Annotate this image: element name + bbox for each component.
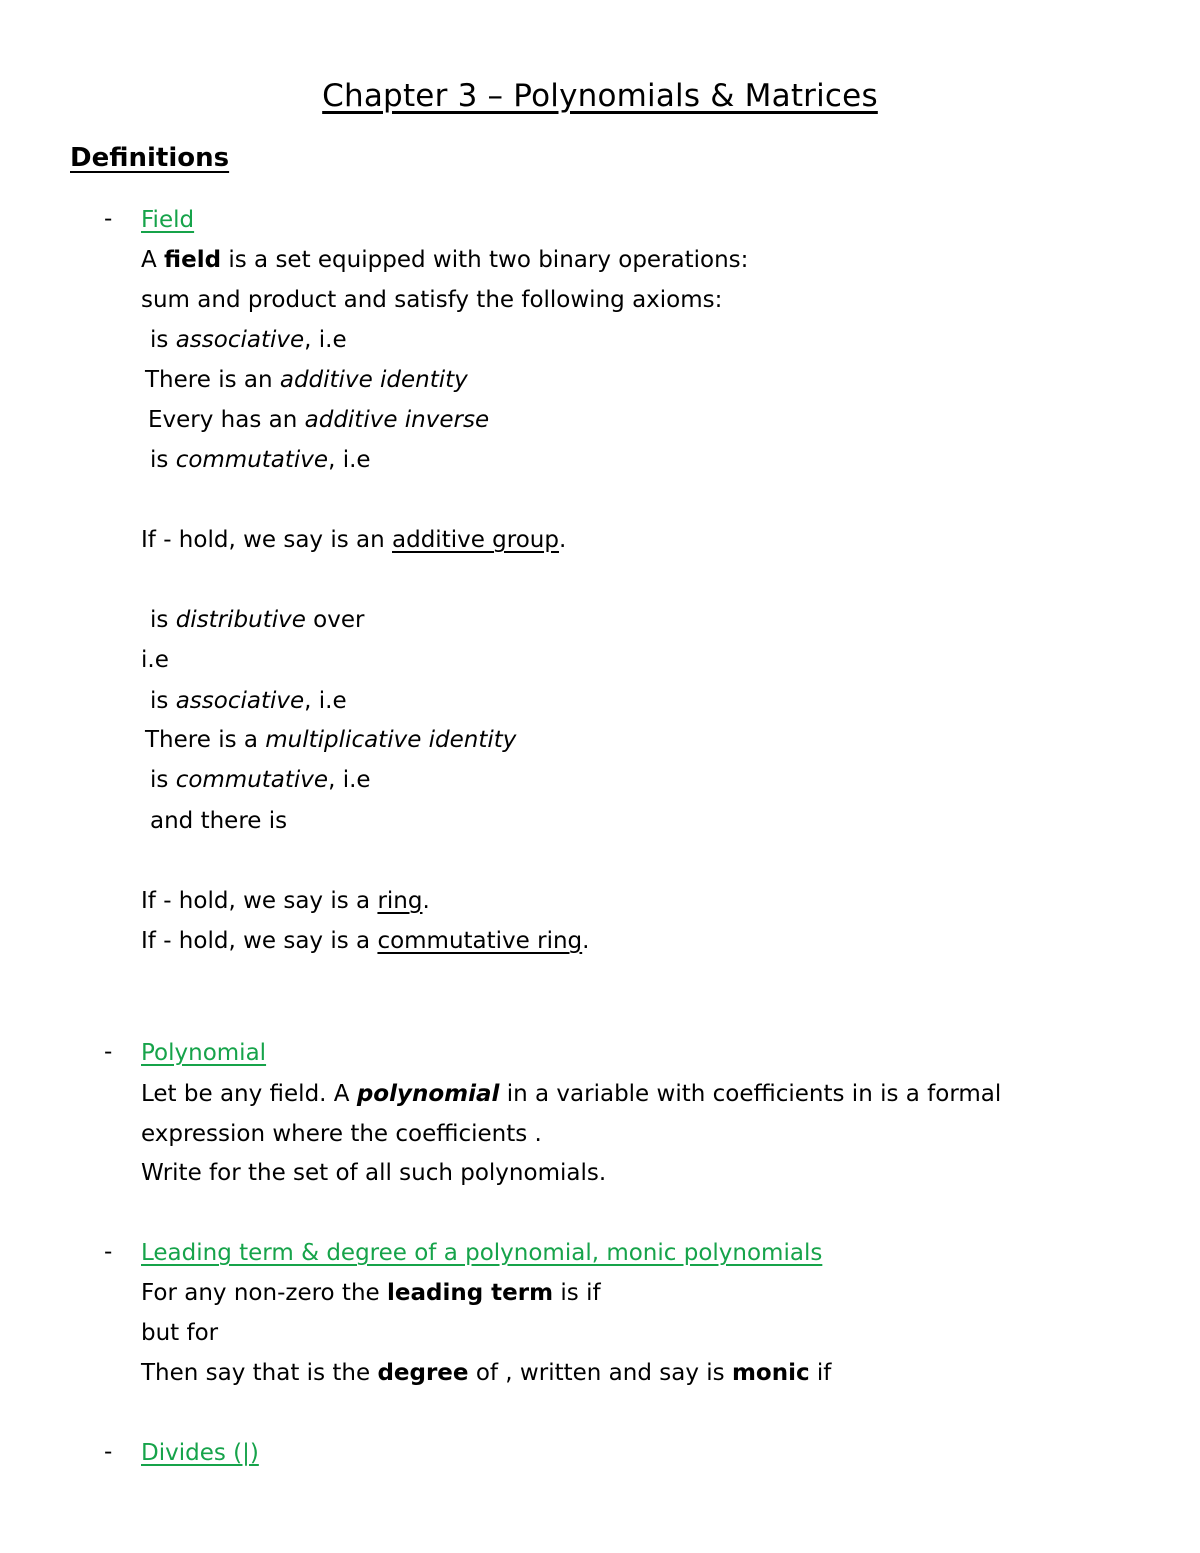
field-axiom-4: [150, 445, 371, 475]
polynomial-line-1: [141, 1079, 1001, 1109]
section-heading-definitions: Definitions: [70, 143, 230, 173]
term: multiplicative identity: [265, 727, 517, 753]
term: associative: [175, 327, 305, 353]
text: .: [558, 527, 567, 553]
leading-line-3: [141, 1358, 831, 1388]
field-axiom-6: [150, 686, 347, 716]
text: .: [422, 888, 430, 914]
term-degree: degree: [377, 1360, 469, 1386]
leading-line-1: [141, 1278, 601, 1308]
text: is a set equipped with two binary operations:: [221, 247, 749, 273]
term-field: field: [164, 247, 222, 273]
term-additive-group: additive group: [392, 527, 559, 553]
term: additive identity: [279, 367, 468, 393]
text: Every has an: [148, 407, 305, 433]
text: A: [141, 247, 165, 273]
field-axiom-2: [145, 365, 468, 395]
text: .: [582, 928, 590, 954]
text: is: [150, 688, 176, 714]
field-ie-line: i.e: [141, 647, 169, 673]
field-axiom-1: [150, 325, 347, 355]
text: For any non-zero the: [141, 1280, 387, 1306]
text: , i.e: [328, 767, 371, 793]
field-commutative-ring-line: [141, 926, 589, 956]
field-line-2: sum and product and satisfy the following axioms:: [141, 287, 723, 313]
text: Then say that is the: [141, 1360, 378, 1386]
field-axiom-8: [150, 765, 371, 795]
term: commutative: [175, 447, 329, 473]
definition-heading-leading-term: Leading term & degree of a polynomial, monic polynomials: [141, 1240, 823, 1266]
field-ring-line: [141, 886, 430, 916]
text: of , written and say is: [468, 1360, 732, 1386]
text: is if: [553, 1280, 601, 1306]
page-title: Chapter 3 – Polynomials & Matrices: [322, 78, 878, 114]
term-commutative-ring: commutative ring: [377, 928, 583, 954]
term-monic: monic: [731, 1360, 810, 1386]
text: in a variable with coefficients in is a formal: [499, 1081, 1002, 1107]
text: There is an: [145, 367, 280, 393]
bullet-dash: -: [104, 1039, 113, 1065]
term: commutative: [175, 767, 329, 793]
term: additive inverse: [304, 407, 490, 433]
definition-heading-divides: Divides (|): [141, 1440, 259, 1466]
polynomial-line-3: Write for the set of all such polynomials.: [141, 1160, 607, 1186]
text: If - hold, we say is a: [141, 888, 378, 914]
polynomial-line-2: expression where the coefficients .: [141, 1121, 542, 1147]
field-axiom-3: [148, 405, 489, 435]
field-axiom-7: [145, 725, 516, 755]
text: over: [305, 607, 365, 633]
text: , i.e: [328, 447, 371, 473]
text: Let be any field. A: [141, 1081, 357, 1107]
bullet-dash: -: [104, 206, 113, 232]
text: If - hold, we say is a: [141, 928, 378, 954]
text: If - hold, we say is an: [141, 527, 393, 553]
text: is: [150, 607, 176, 633]
text: There is a: [145, 727, 266, 753]
term: distributive: [175, 607, 306, 633]
text: is: [150, 767, 176, 793]
text: if: [809, 1360, 832, 1386]
leading-line-2: but for: [141, 1320, 219, 1346]
field-line-1: [141, 245, 748, 275]
term-ring: ring: [377, 888, 423, 914]
text: is: [150, 447, 176, 473]
bullet-dash: -: [104, 1439, 113, 1465]
text: is: [150, 327, 176, 353]
term: associative: [175, 688, 305, 714]
field-additive-group-line: [141, 525, 566, 555]
bullet-dash: -: [104, 1239, 113, 1265]
field-axiom-9: and there is: [150, 808, 288, 834]
definition-heading-field: Field: [141, 207, 195, 233]
term-polynomial: polynomial: [356, 1081, 500, 1107]
text: , i.e: [304, 688, 347, 714]
field-axiom-5: [150, 605, 364, 635]
text: , i.e: [304, 327, 347, 353]
term-leading-term: leading term: [386, 1280, 554, 1306]
definition-heading-polynomial: Polynomial: [141, 1040, 267, 1066]
